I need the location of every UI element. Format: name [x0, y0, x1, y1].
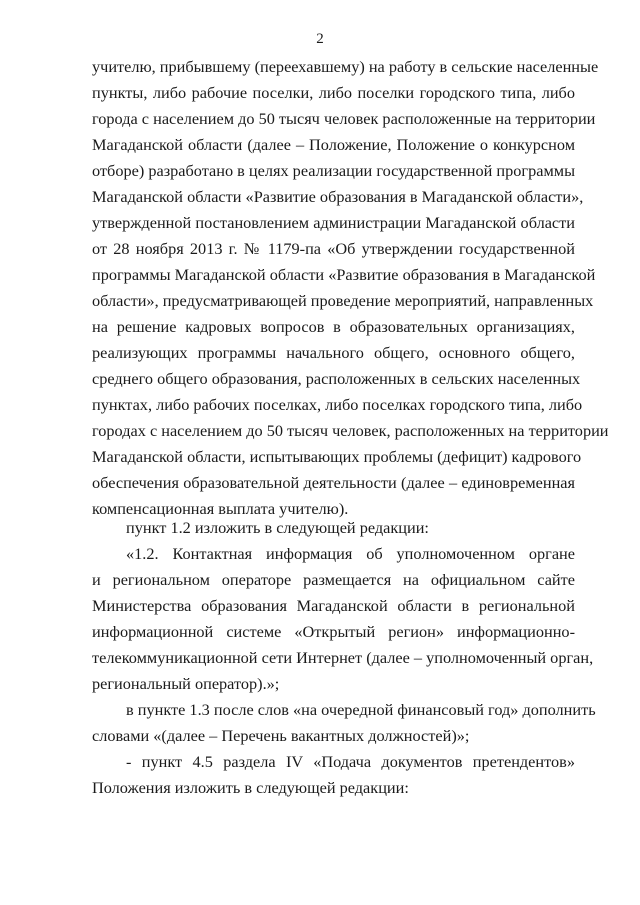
text-line: утвержденной постановлением администрации Магаданской области: [92, 213, 575, 232]
text-line: области», предусматривающей проведение мероприятий, направленных: [92, 291, 594, 310]
text-line: Магаданской области «Развитие образования в Магаданской области»,: [92, 187, 584, 206]
text-line: от 28 ноября 2013 г. № 1179-па «Об утверждении государственной: [92, 239, 575, 258]
text-line: среднего общего образования, расположенных в сельских населенных: [92, 369, 581, 388]
text-line: учителю, прибывшему (переехавшему) на работу в сельские населенные: [92, 57, 599, 76]
body-paragraph-2: [92, 515, 596, 801]
page-number: 2: [316, 31, 324, 47]
text-line: городах с населением до 50 тысяч человек, расположенных на территории: [92, 421, 609, 440]
text-line: - пункт 4.5 раздела IV «Подача документов претендентов»: [126, 752, 575, 771]
text-line: пунктах, либо рабочих поселках, либо поселках городского типа, либо: [92, 395, 583, 414]
text-line: «1.2. Контактная информация об уполномоченном органе: [126, 544, 575, 563]
text-line: Магаданской области, испытывающих проблемы (дефицит) кадрового: [92, 447, 582, 466]
text-line: города с населением до 50 тысяч человек расположенные на территории: [92, 109, 596, 128]
text-line: на решение кадровых вопросов в образовательных организациях,: [92, 317, 575, 336]
text-line: Министерства образования Магаданской области в региональной: [92, 596, 575, 615]
text-line: пункт 1.2 изложить в следующей редакции:: [126, 518, 429, 537]
text-line: программы Магаданской области «Развитие образования в Магаданской: [92, 265, 596, 284]
text-line: отборе) разработано в целях реализации государственной программы: [92, 161, 576, 180]
text-line: реализующих программы начального общего, основного общего,: [92, 343, 575, 362]
text-line: телекоммуникационной сети Интернет (далее – уполномоченный орган,: [92, 648, 594, 667]
text-line: пункты, либо рабочие поселки, либо поселки городского типа, либо: [92, 83, 575, 102]
text-line: словами «(далее – Перечень вакантных должностей)»;: [92, 726, 470, 745]
text-line: и региональном операторе размещается на официальном сайте: [92, 570, 575, 589]
body-paragraph-1: [92, 54, 609, 522]
text-line: в пункте 1.3 после слов «на очередной финансовый год» дополнить: [126, 700, 596, 719]
text-line: Положения изложить в следующей редакции:: [92, 778, 409, 797]
text-line: обеспечения образовательной деятельности (далее – единовременная: [92, 473, 575, 492]
text-line: региональный оператор).»;: [92, 674, 280, 693]
text-line: Магаданской области (далее – Положение, Положение о конкурсном: [92, 135, 575, 154]
text-line: компенсационная выплата учителю).: [92, 499, 349, 518]
text-line: информационной системе «Открытый регион» информационно-: [92, 622, 575, 641]
